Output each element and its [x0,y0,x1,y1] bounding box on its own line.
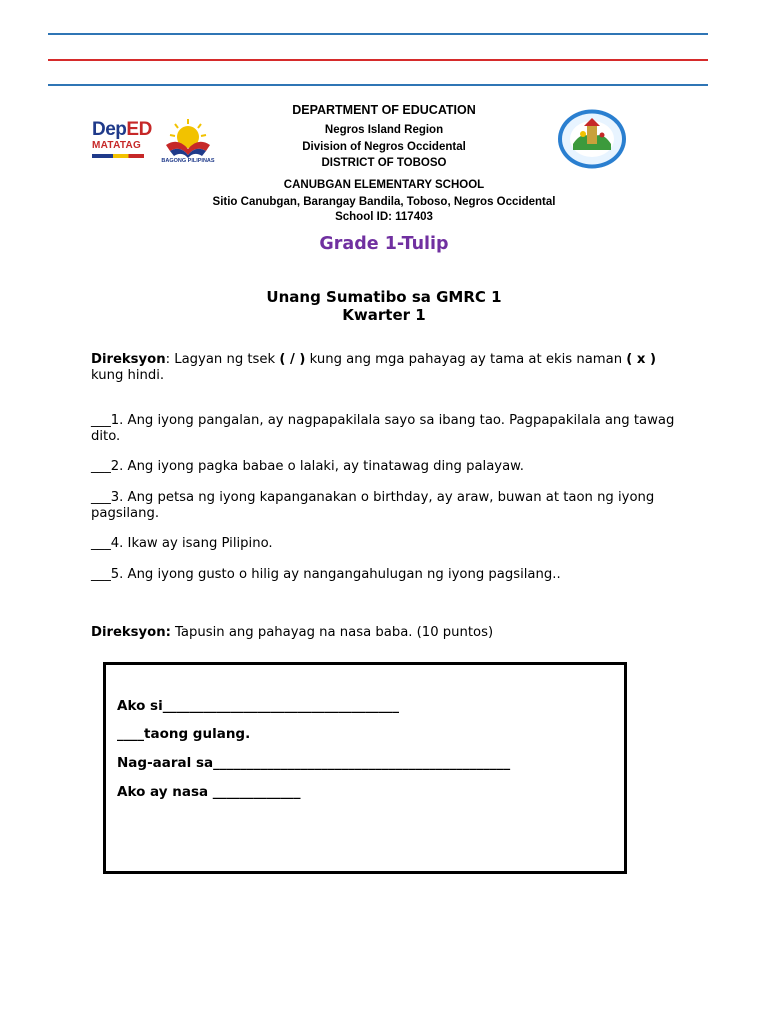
header-school-address: Sitio Canubgan, Barangay Bandila, Toboso, Negros Occidental [212,196,556,208]
header-region: Negros Island Region [324,124,444,136]
header-school-id: School ID: 117403 [335,211,433,223]
question-item-2: ___2. Ang iyong pagka babae o lalaki, ay tinatawag ding palayaw. [91,459,524,474]
test-quarter: Kwarter 1 [342,306,426,324]
direction-2-label: Direksyon: [91,625,171,640]
deped-logo-text-dep: Dep [92,119,127,140]
middle-red-rule [48,59,708,61]
grade-section-title: Grade 1-Tulip [319,234,449,254]
question-item-1: ___1. Ang iyong pangalan, ay nagpapakilala sayo sa ibang tao. Pagpapakilala ang tawag dito. [91,413,675,444]
bagong-pilipinas-label: BAGONG PILIPINAS [161,158,215,164]
fill-in-grade-line[interactable]: Ako ay nasa _____________ [117,784,301,800]
question-item-4: ___4. Ikaw ay isang Pilipino. [91,536,273,551]
header-department: DEPARTMENT OF EDUCATION [292,103,476,117]
direction-1-ex-symbol: ( x ) [626,352,657,367]
bottom-blue-rule [48,84,708,86]
question-item-3: ___3. Ang petsa ng iyong kapanganakan o birthday, ay araw, buwan at taon ng iyong pagsilang. [91,490,655,521]
fill-in-age-line[interactable]: ____taong gulang. [117,726,251,742]
direction-2-text: Tapusin ang pahayag na nasa baba. (10 puntos) [170,625,494,640]
direction-1-text-a: : Lagyan ng tsek [165,352,280,367]
direction-1-check-symbol: ( / ) [279,352,306,367]
direction-2 [91,625,691,641]
matatag-logo-text: MATATAG [92,140,142,151]
fill-in-name-line[interactable]: Ako si___________________________________ [117,698,399,714]
deped-logo-text-ed: ED [126,119,152,140]
fill-in-school-line[interactable]: Nag-aaral sa____________________________________________ [117,755,511,771]
fill-in-box [103,662,627,874]
direction-1-text-b: kung ang mga pahayag ay tama at ekis naman [305,352,627,367]
header-district: DISTRICT OF TOBOSO [321,157,447,169]
header-school-name: CANUBGAN ELEMENTARY SCHOOL [283,179,485,191]
direction-1 [91,352,691,384]
top-blue-rule [48,33,708,35]
question-item-5: ___5. Ang iyong gusto o hilig ay nangangahulugan ng iyong pagsilang.. [91,567,561,582]
direction-1-label: Direksyon [91,352,166,367]
header-division: Division of Negros Occidental [302,141,466,153]
direction-1-text-c: kung hindi. [91,368,165,383]
test-title: Unang Sumatibo sa GMRC 1 [266,288,502,306]
